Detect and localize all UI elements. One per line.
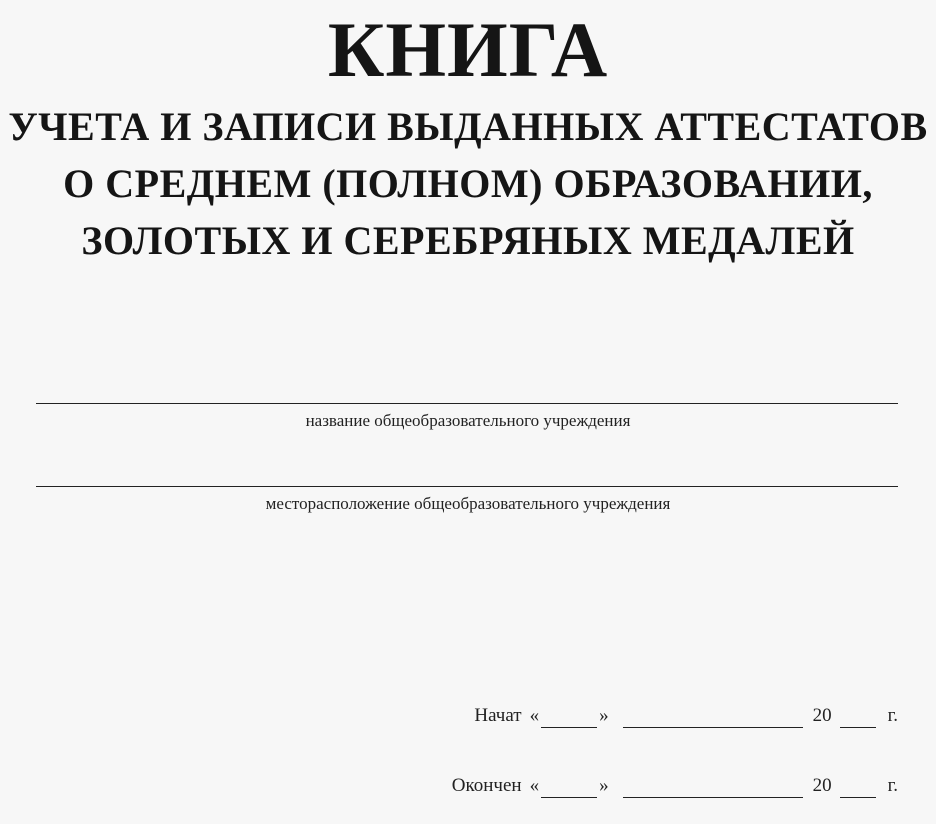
started-year-prefix: 20 bbox=[812, 705, 832, 726]
finished-quote-open: « bbox=[529, 775, 540, 796]
subtitle-line-2: О СРЕДНЕМ (ПОЛНОМ) ОБРАЗОВАНИИ, bbox=[63, 161, 873, 206]
institution-name-caption: название общеобразовательного учреждения bbox=[305, 411, 631, 430]
subtitle-line-1: УЧЕТА И ЗАПИСИ ВЫДАННЫХ АТТЕСТАТОВ bbox=[8, 104, 928, 149]
started-year-blank[interactable] bbox=[840, 709, 876, 728]
started-quote-open: « bbox=[529, 705, 540, 726]
finished-month-blank[interactable] bbox=[623, 779, 803, 798]
finished-year-blank[interactable] bbox=[840, 779, 876, 798]
started-date-row bbox=[474, 704, 898, 728]
finished-year-suffix: г. bbox=[887, 775, 898, 796]
document-subtitle bbox=[0, 98, 936, 269]
subtitle-line-3: ЗОЛОТЫХ И СЕРЕБРЯНЫХ МЕДАЛЕЙ bbox=[81, 218, 855, 263]
institution-name-line[interactable] bbox=[36, 403, 898, 404]
finished-quote-close: » bbox=[599, 775, 609, 796]
finished-year-prefix: 20 bbox=[812, 775, 832, 796]
finished-date-row bbox=[452, 774, 898, 798]
started-label: Начат bbox=[474, 705, 522, 726]
started-quote-close: » bbox=[599, 705, 609, 726]
document-title: КНИГА bbox=[327, 6, 609, 93]
started-year-suffix: г. bbox=[887, 705, 898, 726]
institution-location-line[interactable] bbox=[36, 486, 898, 487]
finished-day-blank[interactable] bbox=[541, 779, 597, 798]
started-month-blank[interactable] bbox=[623, 709, 803, 728]
started-day-blank[interactable] bbox=[541, 709, 597, 728]
finished-label: Окончен bbox=[451, 775, 522, 796]
institution-location-caption: месторасположение общеобразовательного учреждения bbox=[265, 494, 671, 513]
